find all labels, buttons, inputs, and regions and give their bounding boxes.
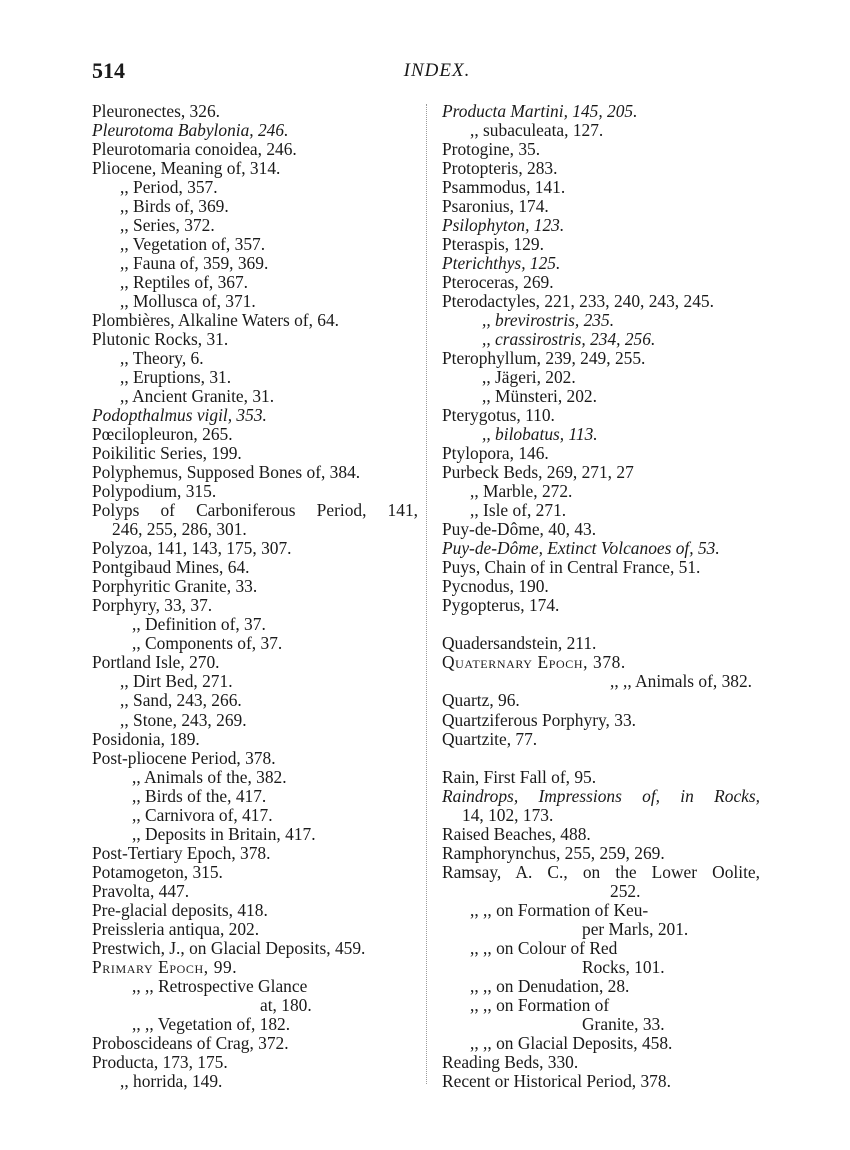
index-entry: Puy-de-Dôme, Extinct Volcanoes of, 53.	[442, 538, 720, 559]
index-subentry: ,, Birds of the, 417.	[132, 785, 267, 806]
index-subentry: ,, ,, on Formation of	[470, 994, 610, 1015]
index-subentry: ,, Fauna of, 359, 369.	[120, 253, 269, 274]
index-subentry: ,, Definition of, 37.	[132, 614, 266, 635]
index-subentry: ,, Mollusca of, 371.	[120, 291, 256, 312]
index-entry: Posidonia, 189.	[92, 728, 200, 749]
index-entry: Recent or Historical Period, 378.	[442, 1070, 671, 1091]
index-subentry: ,, Birds of, 369.	[120, 196, 229, 217]
index-column-left	[92, 102, 418, 1091]
index-entry: Pterodactyles, 221, 233, 240, 243, 245.	[442, 291, 714, 312]
index-entry: Pliocene, Meaning of, 314.	[92, 158, 281, 179]
index-entry-continuation: Rocks, 101.	[582, 956, 665, 977]
index-subentry: ,, Series, 372.	[120, 215, 215, 236]
index-entry: Ramsay, A. C., on the Lower Oolite,	[442, 861, 760, 882]
section-gap	[442, 749, 760, 768]
index-subentry: ,, Isle of, 271.	[470, 500, 567, 521]
index-entry: Podopthalmus vigil, 353.	[92, 405, 267, 426]
index-entry: Pontgibaud Mines, 64.	[92, 557, 250, 578]
index-entry: Ramphorynchus, 255, 259, 269.	[442, 842, 665, 863]
index-entry: Pteroceras, 269.	[442, 272, 554, 293]
index-entry: Pleurotoma Babylonia, 246.	[92, 120, 289, 141]
index-entry: Polypodium, 315.	[92, 481, 217, 502]
index-entry: Pygopterus, 174.	[442, 595, 560, 616]
index-entry: Plutonic Rocks, 31.	[92, 329, 229, 350]
index-subentry: ,, Vegetation of, 357.	[120, 234, 266, 255]
index-entry: Plombières, Alkaline Waters of, 64.	[92, 310, 340, 331]
index-subentry: ,, Jägeri, 202.	[482, 367, 576, 388]
index-entry: Poikilitic Series, 199.	[92, 443, 242, 464]
index-entry: Polyzoa, 141, 143, 175, 307.	[92, 538, 292, 559]
index-entry: Polyphemus, Supposed Bones of, 384.	[92, 462, 361, 483]
index-entry: Pœcilopleuron, 265.	[92, 424, 233, 445]
index-entry: Pleuronectes, 326.	[92, 101, 220, 121]
index-entry: Ptylopora, 146.	[442, 443, 549, 464]
index-entry: Portland Isle, 270.	[92, 652, 220, 673]
index-entry: Psaronius, 174.	[442, 196, 549, 217]
index-entry: Prestwich, J., on Glacial Deposits, 459.	[92, 937, 366, 958]
index-subentry: ,, Animals of the, 382.	[132, 766, 287, 787]
running-title: INDEX.	[403, 60, 471, 81]
index-entry: Raised Beaches, 488.	[442, 823, 591, 844]
index-entry: Rain, First Fall of, 95.	[442, 766, 597, 787]
index-entry: Porphyritic Granite, 33.	[92, 576, 258, 597]
index-entry-continuation: 14, 102, 173.	[462, 804, 554, 825]
index-subentry: ,, Reptiles of, 367.	[120, 272, 249, 293]
index-entry-continuation: 252.	[610, 880, 641, 901]
index-entry: Quaternary Epoch, 378.	[442, 652, 626, 673]
index-entry: Producta, 173, 175.	[92, 1051, 228, 1072]
index-entry: Proboscideans of Crag, 372.	[92, 1032, 289, 1053]
index-subentry: ,, brevirostris, 235.	[482, 310, 615, 331]
index-subentry: ,, Stone, 243, 269.	[120, 709, 247, 730]
index-entry: Quartzite, 77.	[442, 728, 538, 749]
index-subentry: ,, bilobatus, 113.	[482, 424, 598, 445]
index-entry: Purbeck Beds, 269, 271, 27	[442, 462, 634, 483]
index-entry: Quartz, 96.	[442, 690, 520, 711]
index-entry-continuation: per Marls, 201.	[582, 918, 689, 939]
index-entry-continuation: 246, 255, 286, 301.	[112, 519, 247, 540]
index-subentry: ,, Deposits in Britain, 417.	[132, 823, 316, 844]
index-entry: Puy-de-Dôme, 40, 43.	[442, 519, 597, 540]
index-subentry: ,, subaculeata, 127.	[470, 120, 604, 141]
index-subentry: ,, Theory, 6.	[120, 348, 204, 369]
index-subentry: ,, ,, on Colour of Red	[470, 937, 618, 958]
index-subentry: ,, Components of, 37.	[132, 633, 283, 654]
index-subentry: ,, Eruptions, 31.	[120, 367, 232, 388]
index-subentry: ,, horrida, 149.	[120, 1070, 223, 1091]
index-subentry: ,, Ancient Granite, 31.	[120, 386, 275, 407]
index-entry: Pterygotus, 110.	[442, 405, 555, 426]
index-subentry: ,, crassirostris, 234, 256.	[482, 329, 656, 350]
index-subentry: ,, ,, on Formation of Keu-	[470, 899, 649, 920]
index-entry: Psammodus, 141.	[442, 177, 566, 198]
index-entry: Producta Martini, 145, 205.	[442, 101, 638, 121]
index-entry: Quadersandstein, 211.	[442, 633, 597, 654]
page-header	[92, 58, 782, 88]
index-entry: Pleurotomaria conoidea, 246.	[92, 139, 297, 160]
index-entry: Pravolta, 447.	[92, 880, 190, 901]
index-entry: Pteraspis, 129.	[442, 234, 544, 255]
page-number: 514	[92, 58, 125, 83]
index-subentry: ,, Sand, 243, 266.	[120, 690, 242, 711]
index-entry: Preissleria antiqua, 202.	[92, 918, 260, 939]
index-entry: Raindrops, Impressions of, in Rocks,	[442, 785, 760, 806]
index-entry: Polyps of Carboniferous Period, 141,	[92, 500, 418, 521]
index-subentry: ,, Dirt Bed, 271.	[120, 671, 233, 692]
index-entry: Protogine, 35.	[442, 139, 541, 160]
index-subentry: ,, Carnivora of, 417.	[132, 804, 273, 825]
index-entry: Puys, Chain of in Central France, 51.	[442, 557, 701, 578]
index-entry: Quartziferous Porphyry, 33.	[442, 709, 636, 730]
index-entry: Pterichthys, 125.	[442, 253, 561, 274]
index-entry: Primary Epoch, 99.	[92, 956, 238, 977]
index-entry: Post-Tertiary Epoch, 378.	[92, 842, 271, 863]
index-subentry: ,, Marble, 272.	[470, 481, 573, 502]
index-entry: Protopteris, 283.	[442, 158, 558, 179]
index-entry: Post-pliocene Period, 378.	[92, 747, 276, 768]
index-entry: Pycnodus, 190.	[442, 576, 549, 597]
index-subentry: ,, ,, on Glacial Deposits, 458.	[470, 1032, 673, 1053]
section-gap	[442, 615, 760, 634]
index-entry-continuation: at, 180.	[260, 994, 312, 1015]
index-subentry: ,, ,, Vegetation of, 182.	[132, 1013, 291, 1034]
index-subentry: ,, ,, Animals of, 382.	[610, 671, 753, 692]
index-entry: Pterophyllum, 239, 249, 255.	[442, 348, 646, 369]
column-divider	[426, 104, 427, 1084]
index-subentry: ,, Münsteri, 202.	[482, 386, 597, 407]
index-entry: Potamogeton, 315.	[92, 861, 223, 882]
index-column-right	[442, 102, 760, 1091]
index-entry: Pre-glacial deposits, 418.	[92, 899, 268, 920]
index-entry: Psilophyton, 123.	[442, 215, 565, 236]
index-subentry: ,, ,, on Denudation, 28.	[470, 975, 630, 996]
index-entry: Reading Beds, 330.	[442, 1051, 579, 1072]
index-entry: Porphyry, 33, 37.	[92, 595, 213, 616]
index-entry-continuation: Granite, 33.	[582, 1013, 665, 1034]
index-subentry: ,, ,, Retrospective Glance	[132, 975, 308, 996]
index-subentry: ,, Period, 357.	[120, 177, 218, 198]
